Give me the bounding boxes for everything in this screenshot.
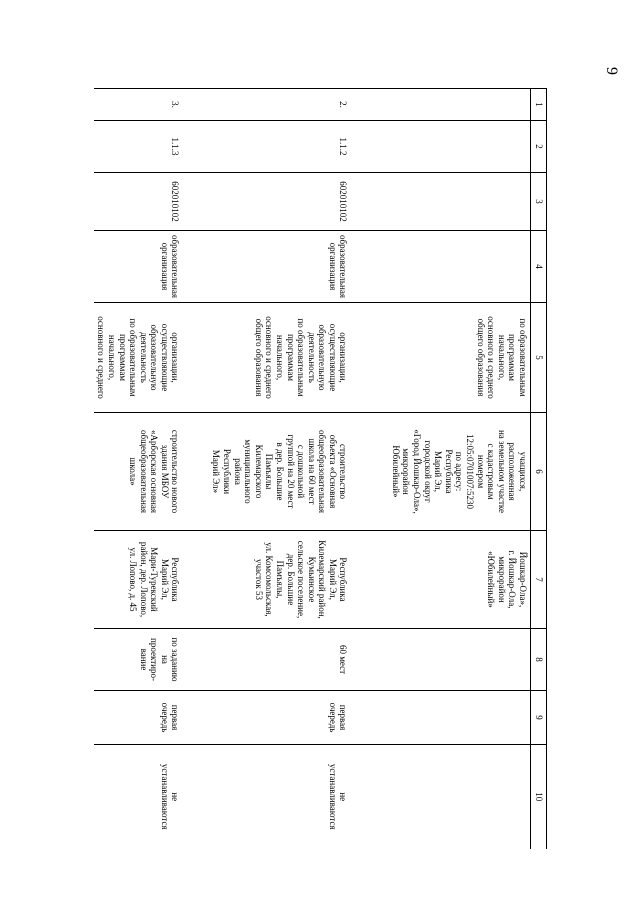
cell-number: 3. <box>94 89 183 121</box>
cell-code: 1.1.2 <box>183 121 351 173</box>
cell-description: строительство нового здания МБОУ «Арборская основная общеобразовательная школа» <box>94 413 183 531</box>
header-cell: 2 <box>531 121 547 173</box>
header-cell: 4 <box>531 231 547 303</box>
cell-number: 2. <box>183 89 351 121</box>
header-cell: 9 <box>531 691 547 745</box>
table-row-continuation <box>351 89 531 849</box>
cell-capacity: по заданию на проектиро- вание <box>94 629 183 691</box>
rotated-table-container <box>96 88 547 848</box>
cell-description: учащихся, расположенная на земельном участке с кадастровым номером 12:05:0701007:5230 по адресу: Республика Марий Эл, городской округ «Город Йошкар-Ола», микрорайон Юбилейный» <box>351 413 531 531</box>
cell-capacity: 60 мест <box>183 629 351 691</box>
objects-table <box>94 88 547 849</box>
cell-stage: первая очередь <box>183 691 351 745</box>
table-row <box>183 89 351 849</box>
cell-purpose: организации, осуществляющие образовательную деятельность по образовательным программам начального, основного и среднего <box>94 303 183 413</box>
cell-type: образовательная организация <box>94 231 183 303</box>
cell-code: 1.1.3 <box>94 121 183 173</box>
header-cell: 7 <box>531 531 547 629</box>
header-cell: 1 <box>531 89 547 121</box>
header-cell: 6 <box>531 413 547 531</box>
cell-type: образовательная организация <box>183 231 351 303</box>
cell-location: Республика Марий Эл, Мари-Турекский район, дер. Лопово, ул. Лопово, д. 45 <box>94 531 183 629</box>
header-cell: 3 <box>531 173 547 231</box>
cell-stage: первая очередь <box>94 691 183 745</box>
header-cell: 8 <box>531 629 547 691</box>
cell-zones: не устанавливаются <box>183 745 351 849</box>
cell-description: строительство объекта «Основная общеобразовательная школа на 60 мест с дошкольной группой на 20 мест в дер. Большие Памъялы Килемарского муниципального района Республики Марий Эл» <box>183 413 351 531</box>
table-header-row <box>531 89 547 849</box>
cell-purpose: организации, осуществляющие образовательную деятельность по образовательным программам начального, основного и среднего общего образования <box>183 303 351 413</box>
header-cell: 10 <box>531 745 547 849</box>
cell-location: Йошкар-Ола», г. Йошкар-Ола, микрорайон «Юбилейный» <box>351 531 531 629</box>
cell-location: Республика Марий Эл, Килемарский район, Кумьинское сельское поселение, дер. Большие Памъялы, ул. Комсомольская, участок 53 <box>183 531 351 629</box>
cell-oktmo: 602010102 <box>94 173 183 231</box>
cell-zones: не устанавливаются <box>94 745 183 849</box>
page-number: 9 <box>603 67 620 75</box>
header-cell: 5 <box>531 303 547 413</box>
table-row <box>94 89 183 849</box>
cell-purpose: по образовательным программам начального, основного и среднего общего образования <box>351 303 531 413</box>
cell-oktmo: 602010102 <box>183 173 351 231</box>
